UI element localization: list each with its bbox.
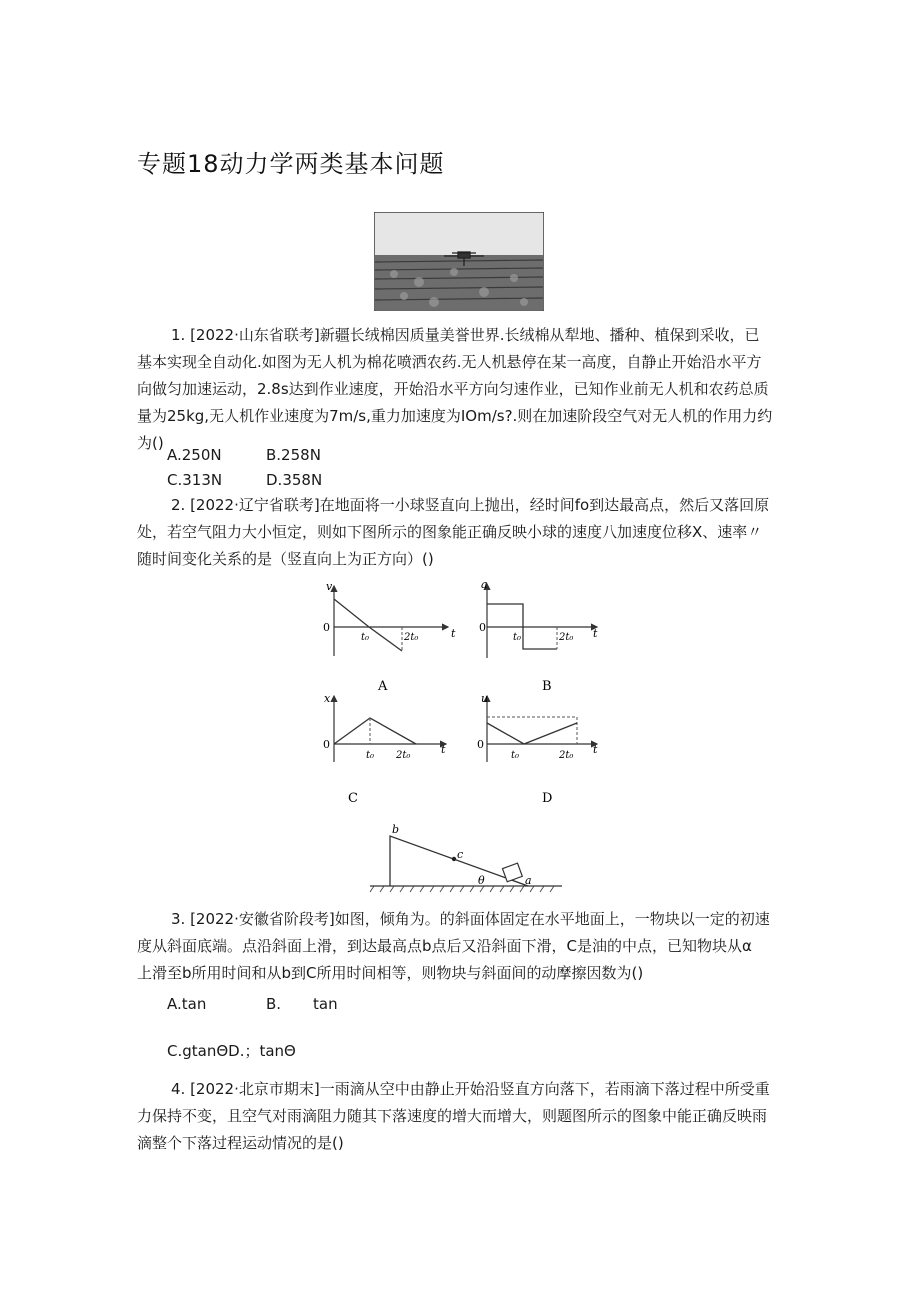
graph-caption: D bbox=[542, 791, 553, 806]
velocity-line bbox=[334, 599, 402, 651]
point-c bbox=[452, 857, 456, 861]
q4-line: 力保持不变，且空气对雨滴阻力随其下落速度的增大而增大，则题图所示的图象中能正确反映雨 bbox=[137, 1107, 768, 1125]
graph-d bbox=[477, 690, 627, 808]
t0-label: t₀ bbox=[366, 750, 375, 761]
axis-label: a bbox=[481, 578, 488, 591]
origin-label: 0 bbox=[477, 738, 484, 751]
2t0-label: 2t₀ bbox=[559, 632, 574, 643]
graph-b bbox=[477, 578, 627, 693]
origin-label: 0 bbox=[479, 621, 486, 634]
q1-line: 向做匀加速运动，2.8s达到作业速度，开始沿水平方向匀速作业，已知作业前无人机和农药总质 bbox=[137, 380, 769, 398]
q1-option-d: D.358N bbox=[266, 471, 323, 489]
label-c: c bbox=[457, 848, 464, 861]
drone-photo bbox=[374, 212, 544, 311]
q3-option-b-value: tan bbox=[313, 995, 338, 1013]
axis-label: u bbox=[481, 692, 489, 705]
q3-line: 上滑至b所用时间和从b到C所用时间相等，则物块与斜面间的动摩擦因数为() bbox=[137, 964, 644, 982]
q1-line: 为() bbox=[137, 434, 164, 452]
q1-option-a: A.250N bbox=[167, 446, 222, 464]
origin-label: 0 bbox=[323, 738, 330, 751]
t-label: t bbox=[451, 627, 456, 640]
axis-label: v bbox=[326, 580, 333, 593]
displacement-line bbox=[334, 718, 416, 744]
q3-option-cd: C.gtanΘD.；tanΘ bbox=[167, 1042, 296, 1060]
graph-c bbox=[310, 690, 460, 808]
graph-caption: C bbox=[348, 791, 358, 806]
t0-label: t₀ bbox=[511, 750, 520, 761]
q3-line: 度从斜面底端。点沿斜面上滑，到达最高点b点后又沿斜面下滑，C是油的中点，已知物块从α bbox=[137, 937, 752, 955]
page-title: 专题18动力学两类基本问题 bbox=[137, 150, 445, 178]
question-2 bbox=[137, 492, 769, 573]
2t0-label: 2t₀ bbox=[404, 632, 419, 643]
q3-option-a: A.tan bbox=[167, 995, 207, 1013]
label-b: b bbox=[392, 823, 400, 836]
q3-line: 3. [2022·安徽省阶段考]如图，倾角为。的斜面体固定在水平地面上，一物块以一定的初速 bbox=[171, 910, 770, 928]
incline-figure bbox=[368, 818, 564, 894]
speed-line bbox=[487, 723, 577, 744]
graph-caption: A bbox=[378, 679, 388, 693]
q4-line: 4. [2022·北京市期末]一雨滴从空中由静止开始沿竖直方向落下，若雨滴下落过程中所受重 bbox=[171, 1080, 770, 1098]
q1-line: 量为25kg,无人机作业速度为7m∕s,重力加速度为IOm/s?.则在加速阶段空气对无人机的作用力约 bbox=[137, 407, 773, 425]
axis-label: x bbox=[324, 692, 331, 705]
q4-line: 滴整个下落过程运动情况的是() bbox=[137, 1134, 344, 1152]
q1-line: 基本实现全自动化.如图为无人机为棉花喷洒农药.无人机悬停在某一高度，自静止开始沿水平方 bbox=[137, 353, 762, 371]
q2-line: 2. [2022·辽宁省联考]在地面将一小球竖直向上抛出，经时间fo到达最高点，然后又落回原 bbox=[171, 496, 770, 514]
t0-label: t₀ bbox=[361, 632, 370, 643]
question-1 bbox=[137, 322, 772, 457]
question-3 bbox=[137, 906, 770, 987]
q2-line: 处，若空气阻力大小恒定，则如下图所示的图象能正确反映小球的速度八加速度位移X、速率〃 bbox=[137, 523, 763, 541]
block bbox=[502, 863, 522, 882]
q1-option-b: B.258N bbox=[266, 446, 321, 464]
q3-option-b: B. bbox=[266, 995, 282, 1013]
2t0-label: 2t₀ bbox=[396, 750, 411, 761]
q2-line: 随时间变化关系的是（竖直向上为正方向）() bbox=[137, 550, 434, 568]
t-label: t bbox=[441, 743, 446, 756]
label-a: a bbox=[525, 874, 532, 887]
graph-caption: B bbox=[542, 679, 552, 693]
origin-label: 0 bbox=[323, 621, 330, 634]
t-label: t bbox=[593, 627, 598, 640]
q1-line: 1. [2022·山东省联考]新疆长绒棉因质量美誉世界.长绒棉从犁地、播种、植保到采收，已 bbox=[171, 326, 760, 344]
label-theta: θ bbox=[478, 874, 485, 887]
graph-a bbox=[310, 578, 460, 693]
t0-label: t₀ bbox=[513, 632, 522, 643]
q1-option-c: C.313N bbox=[167, 471, 223, 489]
2t0-label: 2t₀ bbox=[559, 750, 574, 761]
t-label: t bbox=[593, 743, 598, 756]
question-4 bbox=[137, 1076, 770, 1157]
